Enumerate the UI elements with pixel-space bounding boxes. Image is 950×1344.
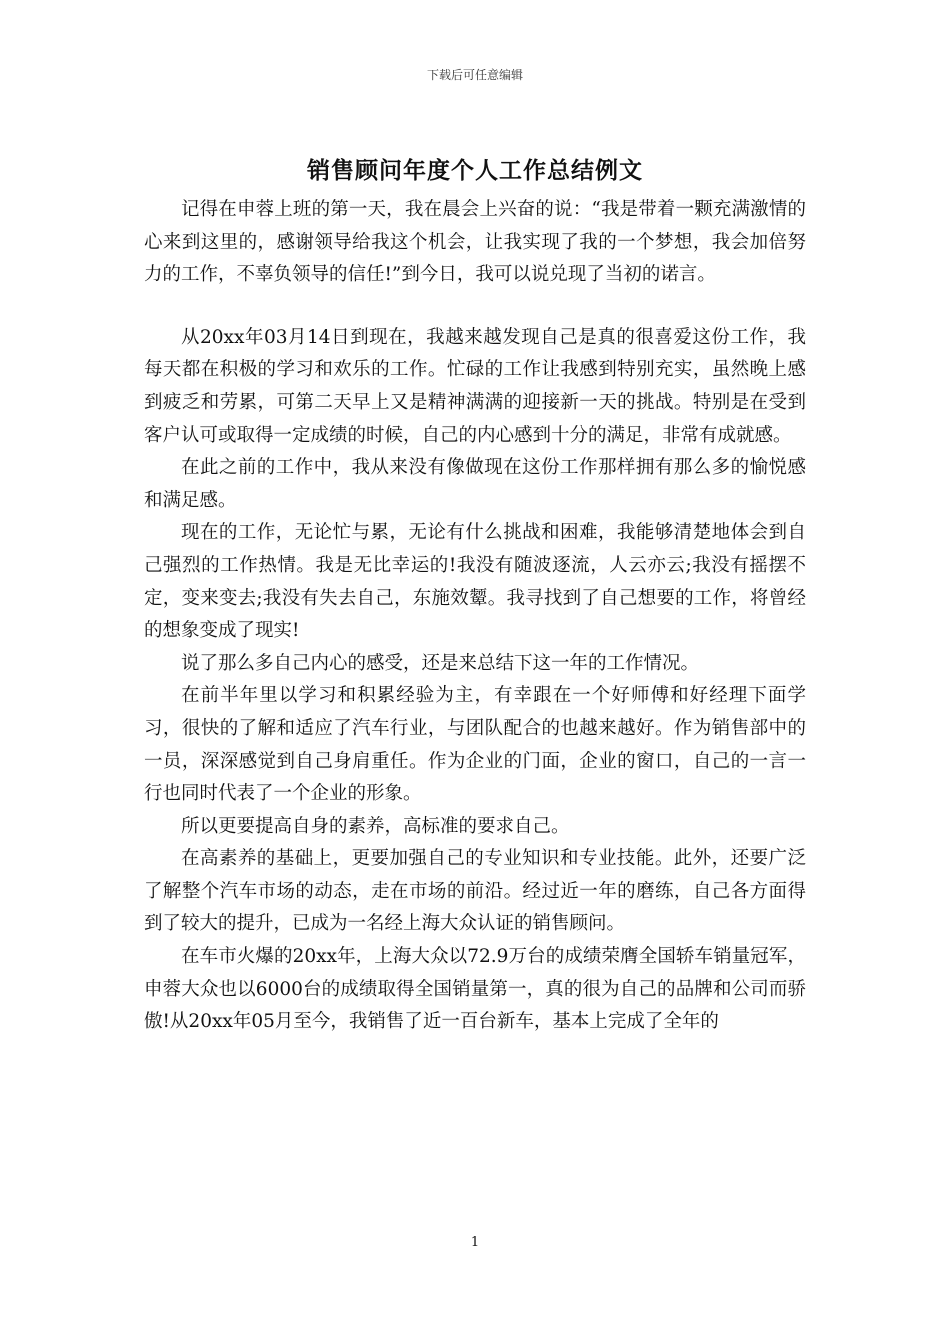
paragraph: 在高素养的基础上，更要加强自己的专业知识和专业技能。此外，还要广泛了解整个汽车市场的动态，走在市场的前沿。经过近一年的磨练，自己各方面得到了较大的提升，已成为一名经上海大众认证的销售顾问。 [144, 848, 806, 935]
paragraph: 在此之前的工作中，我从来没有像做现在这份工作那样拥有那么多的愉悦感和满足感。 [144, 457, 806, 511]
page-number: 1 [470, 1235, 480, 1250]
blank-line [144, 292, 806, 322]
paragraph: 在车市火爆的20xx年，上海大众以72.9万台的成绩荣膺全国轿车销量冠军，申蓉大众也以6000台的成绩取得全国销量第一，真的很为自己的品牌和公司而骄傲!从20xx年05月至今，我销售了近一百台新车，基本上完成了全年的 [144, 946, 806, 1033]
paragraph: 所以更要提高自身的素养，高标准的要求自己。 [181, 815, 570, 837]
paragraph: 在前半年里以学习和积累经验为主，有幸跟在一个好师傅和好经理下面学习，很快的了解和适应了汽车行业，与团队配合的也越来越好。作为销售部中的一员，深深感觉到自己身肩重任。作为企业的门面，企业的窗口，自己的一言一行也同时代表了一个企业的形象。 [144, 685, 806, 805]
header-note: 下载后可任意编辑 [426, 68, 523, 82]
document-title: 销售顾问年度个人工作总结例文 [307, 158, 643, 184]
paragraph: 从20xx年03月14日到现在，我越来越发现自己是真的很喜爱这份工作，我每天都在积极的学习和欢乐的工作。忙碌的工作让我感到特别充实，虽然晚上感到疲乏和劳累，可第二天早上又是精神满满的迎接新一天的挑战。特别是在受到客户认可或取得一定成绩的时候，自己的内心感到十分的满足，非常有成就感。 [144, 326, 806, 446]
document-body [144, 194, 806, 1039]
paragraph: 现在的工作，无论忙与累，无论有什么挑战和困难，我能够清楚地体会到自己强烈的工作热情。我是无比幸运的!我没有随波逐流，人云亦云;我没有摇摆不定，变来变去;我没有失去自己，东施效颦。我寻找到了自己想要的工作，将曾经的想象变成了现实! [144, 522, 806, 642]
paragraph: 说了那么多自己内心的感受，还是来总结下这一年的工作情况。 [181, 652, 700, 674]
paragraph: 记得在申蓉上班的第一天，我在晨会上兴奋的说：“我是带着一颗充满激情的心来到这里的，感谢领导给我这个机会，让我实现了我的一个梦想，我会加倍努力的工作，不辜负领导的信任!”到今日，我可以说兑现了当初的诺言。 [144, 199, 806, 286]
